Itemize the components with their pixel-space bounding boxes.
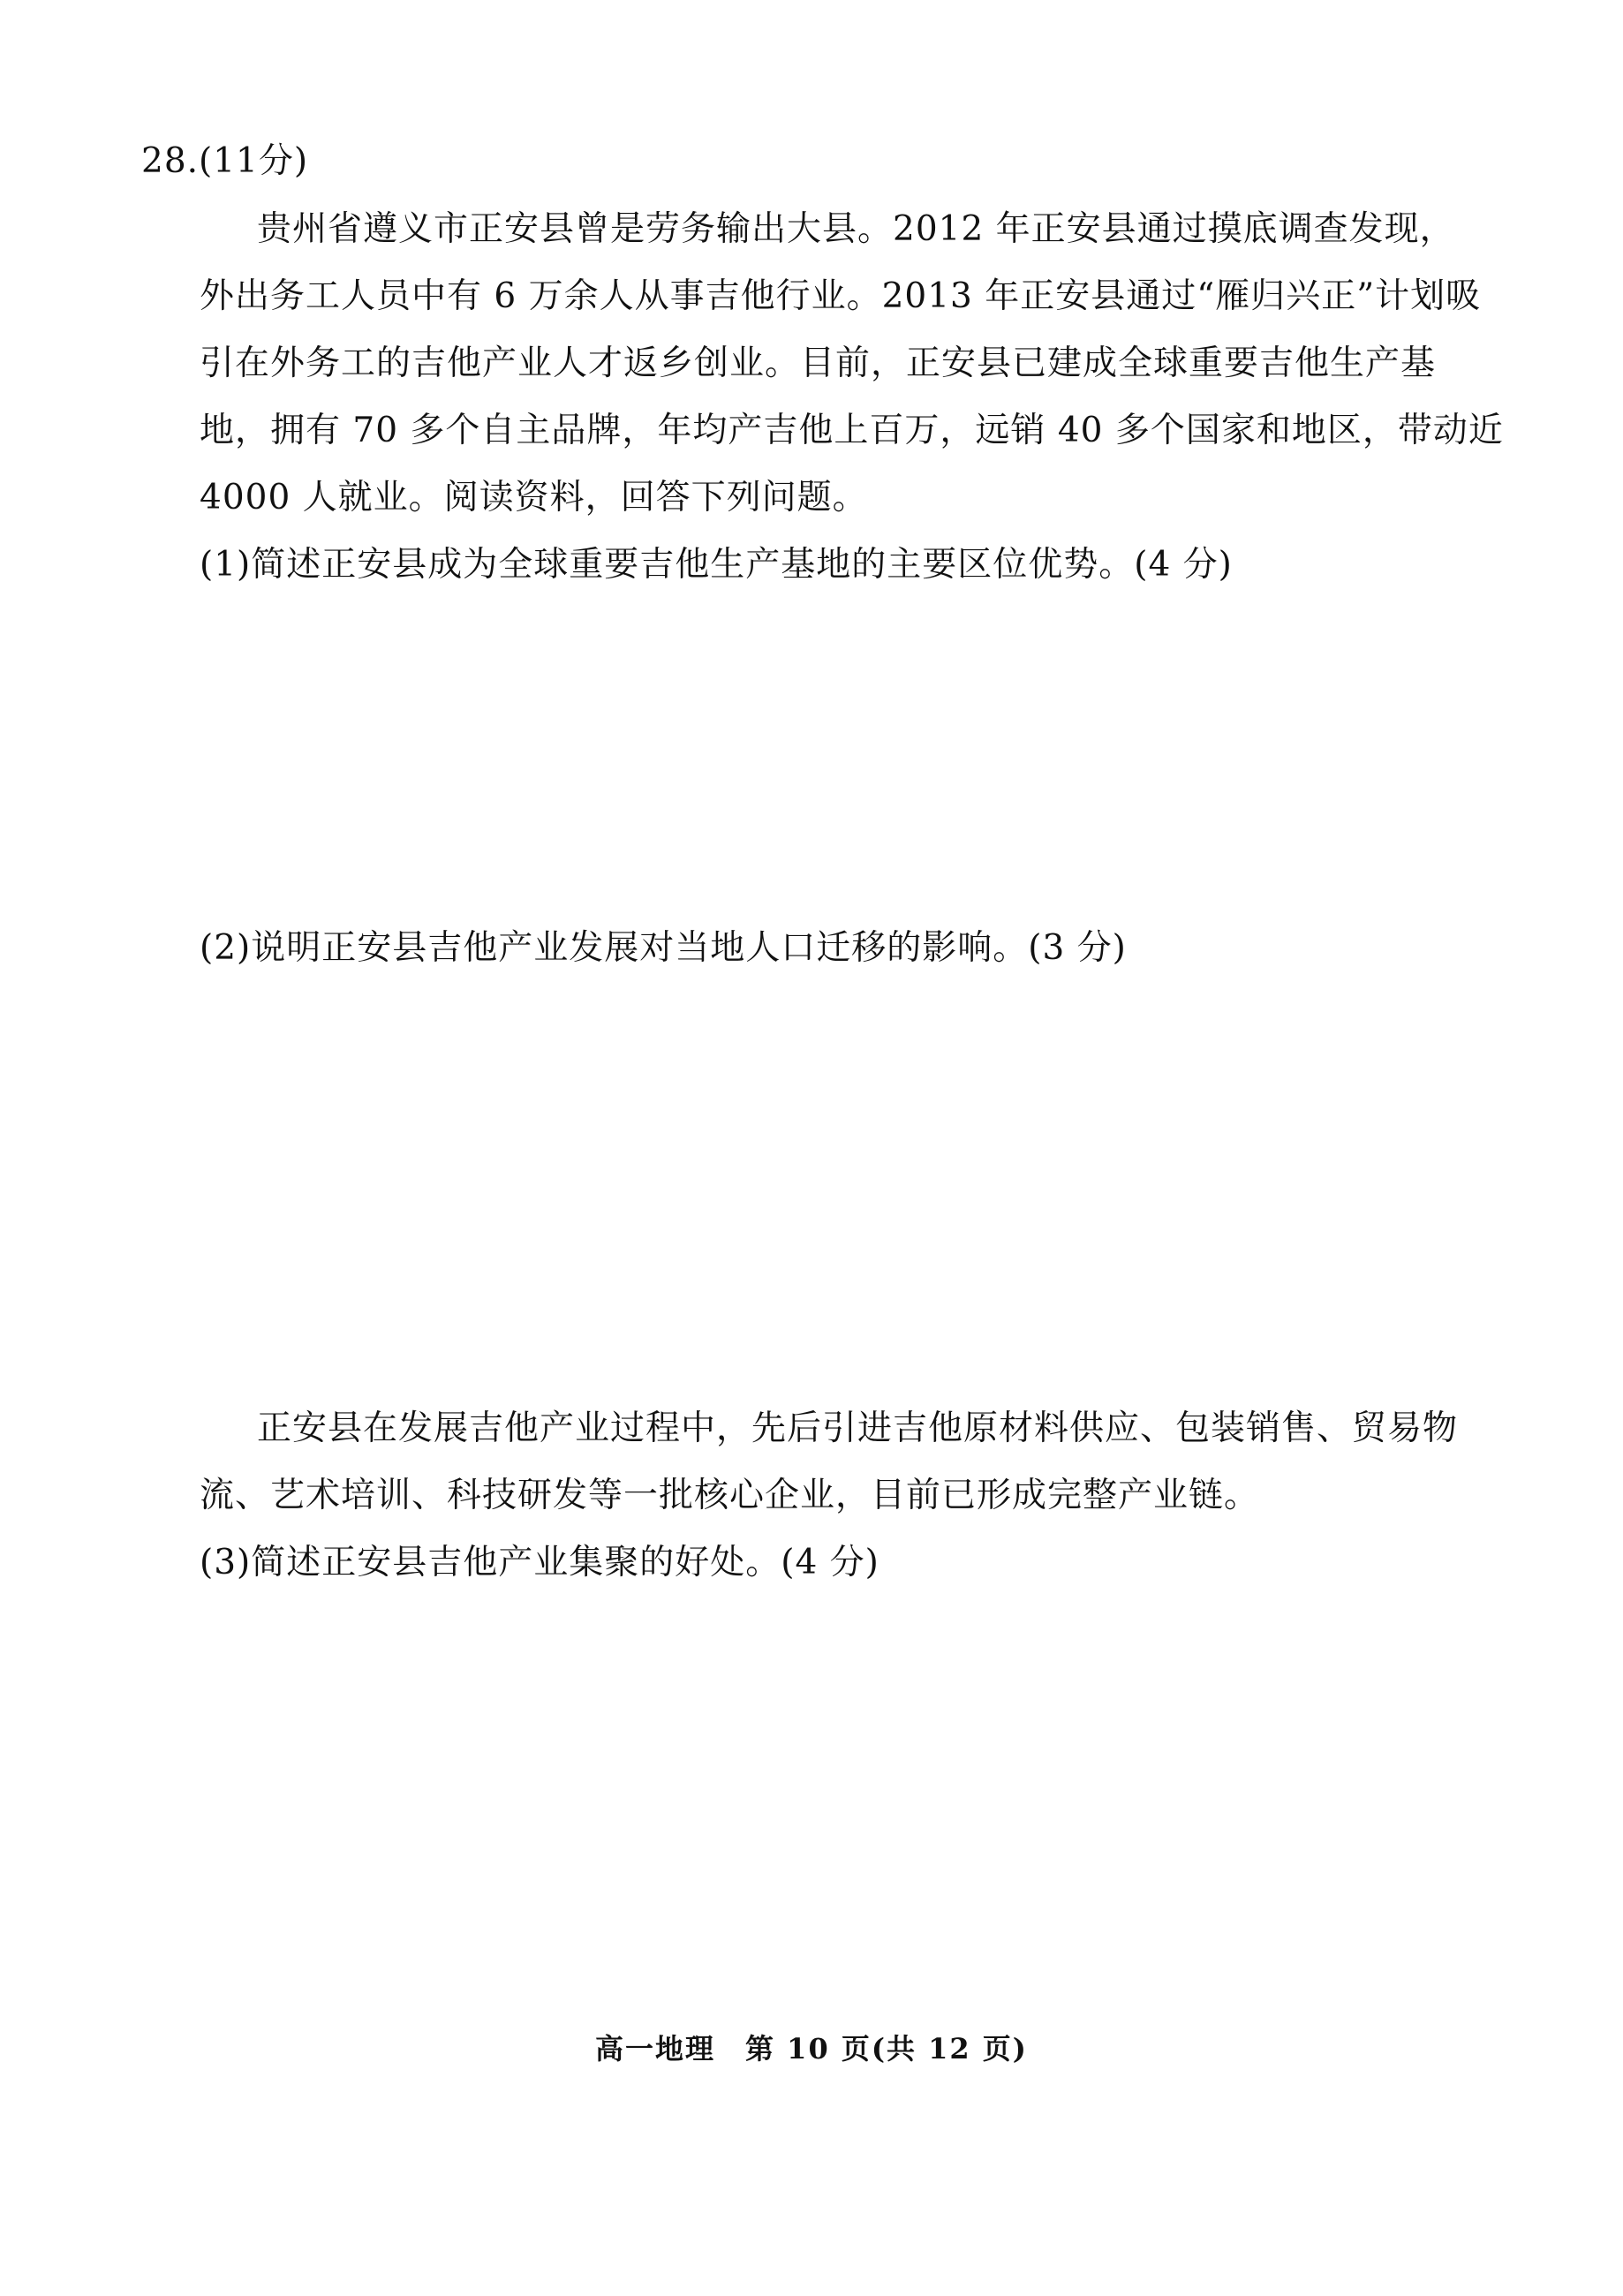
sub-question-2: (2)说明正安县吉他产业发展对当地人口迁移的影响。(3 分) bbox=[200, 928, 1127, 968]
intro-line-5: 4000 人就业。阅读资料，回答下列问题。 bbox=[200, 478, 868, 517]
intro-line-2: 外出务工人员中有 6 万余人从事吉他行业。2013 年正安县通过“雁归兴正”计划吸 bbox=[200, 276, 1482, 316]
intro-line-1: 贵州省遵义市正安县曾是劳务输出大县。2012 年正安县通过摸底调查发现， bbox=[257, 209, 1455, 249]
question-number: 28.(11分) bbox=[141, 141, 309, 181]
answer-space-1[interactable] bbox=[200, 600, 1436, 901]
sub-question-1: (1)简述正安县成为全球重要吉他生产基地的主要区位优势。(4 分) bbox=[200, 545, 1233, 585]
answer-space-2[interactable] bbox=[200, 989, 1436, 1378]
passage2-line-2: 流、艺术培训、科技研发等一批核心企业，目前已形成完整产业链。 bbox=[200, 1476, 1260, 1515]
passage2-line-1: 正安县在发展吉他产业过程中，先后引进吉他原材料供应、包装销售、贸易物 bbox=[257, 1409, 1459, 1448]
page-footer: 高一地理 第 10 页(共 12 页) bbox=[595, 2032, 1028, 2066]
sub-question-3: (3)简述正安县吉他产业集聚的好处。(4 分) bbox=[200, 1543, 879, 1582]
answer-space-3[interactable] bbox=[200, 1607, 1436, 1978]
intro-line-3: 引在外务工的吉他产业人才返乡创业。目前，正安县已建成全球重要吉他生产基 bbox=[200, 344, 1437, 383]
intro-line-4: 地，拥有 70 多个自主品牌，年均产吉他上百万，远销 40 多个国家和地区，带动近 bbox=[200, 411, 1504, 450]
